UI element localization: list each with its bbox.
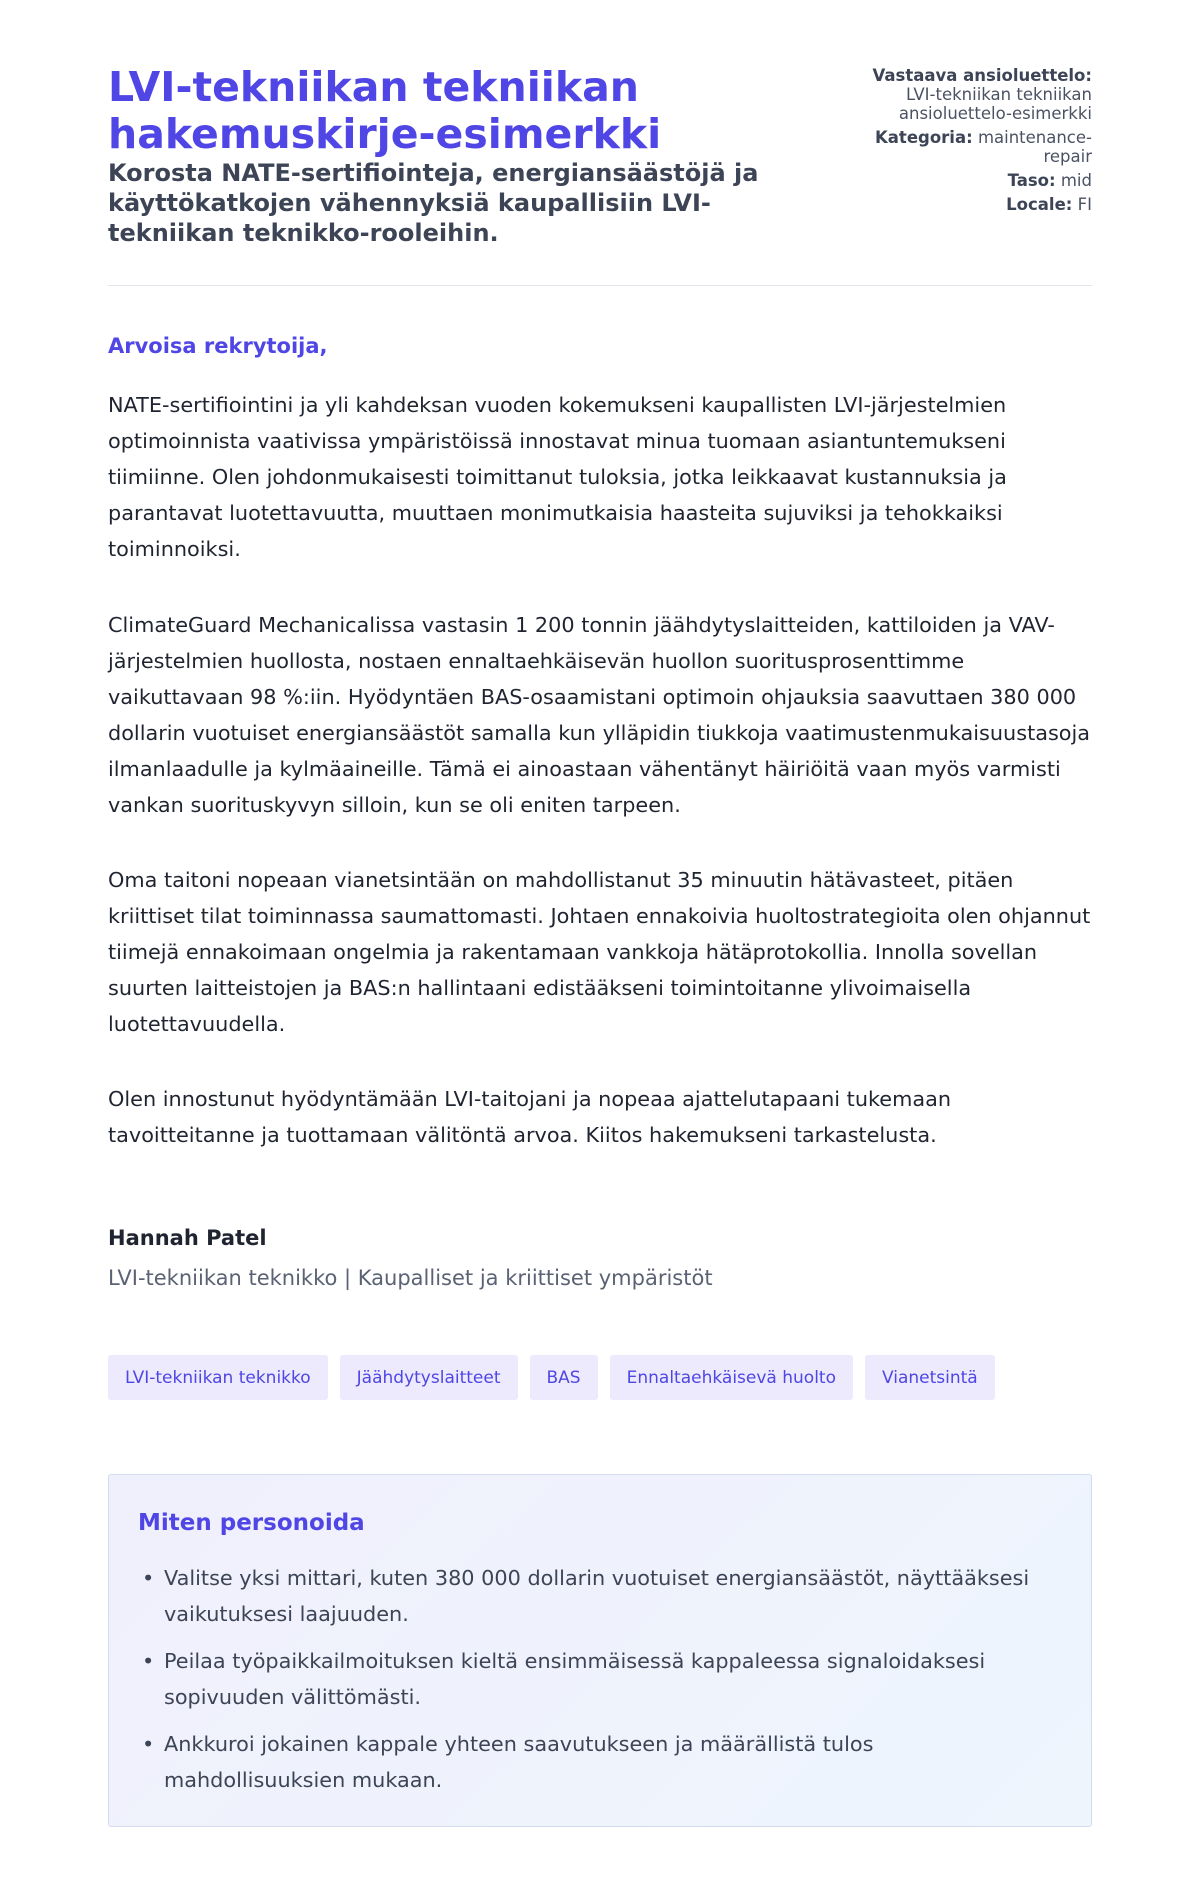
letter-paragraph-3: Oma taitoni nopeaan vianetsintään on mahdollistanut 35 minuutin hätävasteet, pitäen kriittiset tilat toiminnassa saumattomasti. Johtaen ennakoivia huoltostrategioita olen ohjannut tiimejä ennakoimaan ongelmia ja rakentamaan vankkoja hätäprotokollia. Innolla sovellan suurten laitteistojen ja BAS:n hallintaani edistääkseni toimintoitanne ylivoimaisella luotettavuudella. xyxy=(108,868,1091,1036)
meta-locale-label: Locale: xyxy=(1006,195,1073,214)
meta-panel xyxy=(852,66,1092,219)
skill-tag: Vianetsintä xyxy=(865,1355,995,1400)
bullet-icon: • xyxy=(142,1566,155,1590)
page-title: LVI-tekniikan tekniikan hakemuskirje-esimerkki xyxy=(108,63,662,158)
tip-item xyxy=(142,1726,1044,1798)
page-subtitle: Korosta NATE-sertifiointeja, energiansäästöjä ja käyttökatkojen vähennyksiä kaupallisiin LVI-tekniikan teknikko-rooleihin. xyxy=(108,159,759,247)
skill-tags xyxy=(108,1355,995,1400)
meta-level-value: mid xyxy=(1060,171,1092,190)
meta-resume-value[interactable]: LVI-tekniikan tekniikan ansioluettelo-esimerkki xyxy=(898,85,1092,123)
tip-text: Peilaa työpaikkailmoituksen kieltä ensimmäisessä kappaleessa signaloidaksesi sopivuuden välittömästi. xyxy=(164,1649,986,1709)
personalization-tips-box xyxy=(108,1474,1092,1827)
signature-title: LVI-tekniikan teknikko | Kaupalliset ja kriittiset ympäristöt xyxy=(108,1266,713,1290)
signature-name: Hannah Patel xyxy=(108,1226,267,1250)
meta-level xyxy=(852,171,1092,190)
letter-paragraph-2: ClimateGuard Mechanicalissa vastasin 1 200 tonnin jäähdytyslaitteiden, kattiloiden ja VAV-järjestelmien huollosta, nostaen ennaltaehkäisevän huollon suoritusprosenttimme vaikuttavaan 98 %:iin. Hyödyntäen BAS-osaamistani optimoin ohjauksia saavuttaen 380 000 dollarin vuotuiset energiansäästöt samalla kun ylläpidin tiukkoja vaatimustenmukaisuustasoja ilmanlaadulle ja kylmäaineille. Tämä ei ainoastaan vähentänyt häiriöitä vaan myös varmisti vankan suorituskyvyn silloin, kun se oli eniten tarpeen. xyxy=(108,613,1091,817)
tip-item xyxy=(142,1560,1044,1632)
meta-resume xyxy=(852,66,1092,123)
skill-tag: LVI-tekniikan teknikko xyxy=(108,1355,328,1400)
meta-locale xyxy=(852,195,1092,214)
meta-category xyxy=(852,128,1092,166)
bullet-icon: • xyxy=(142,1649,155,1673)
tip-item xyxy=(142,1643,1044,1715)
skill-tag: Ennaltaehkäisevä huolto xyxy=(610,1355,853,1400)
letter-paragraph-1: NATE-sertifiointini ja yli kahdeksan vuoden kokemukseni kaupallisten LVI-järjestelmien optimoinnista vaativissa ympäristöissä innostavat minua tuomaan asiantuntemukseni tiimiinne. Olen johdonmukaisesti toimittanut tuloksia, jotka leikkaavat kustannuksia ja parantavat luotettavuutta, muuttaen monimutkaisia haasteita sujuviksi ja tehokkaiksi toiminnoiksi. xyxy=(108,393,1007,561)
meta-category-label: Kategoria: xyxy=(875,128,973,147)
meta-level-label: Taso: xyxy=(1007,171,1056,190)
skill-tag: BAS xyxy=(530,1355,598,1400)
meta-resume-label: Vastaava ansioluettelo: xyxy=(872,66,1092,85)
tips-title: Miten personoida xyxy=(138,1510,365,1536)
letter-paragraph-4: Olen innostunut hyödyntämään LVI-taitojani ja nopeaa ajattelutapaani tukemaan tavoitteitanne ja tuottamaan välitöntä arvoa. Kiitos hakemukseni tarkastelusta. xyxy=(108,1087,952,1147)
page-header xyxy=(108,0,1092,286)
tips-list xyxy=(142,1560,1044,1809)
skill-tag: Jäähdytyslaitteet xyxy=(340,1355,518,1400)
bullet-icon: • xyxy=(142,1732,155,1756)
cover-letter-page xyxy=(108,0,1092,1792)
tip-text: Ankkuroi jokainen kappale yhteen saavutukseen ja määrällistä tulos mahdollisuuksien mukaan. xyxy=(164,1732,874,1792)
letter-salutation: Arvoisa rekrytoija, xyxy=(108,334,328,358)
tip-text: Valitse yksi mittari, kuten 380 000 dollarin vuotuiset energiansäästöt, näyttääksesi vaikutuksesi laajuuden. xyxy=(164,1566,1030,1626)
meta-category-value: maintenance-repair xyxy=(977,128,1092,166)
meta-locale-value: FI xyxy=(1077,195,1092,214)
